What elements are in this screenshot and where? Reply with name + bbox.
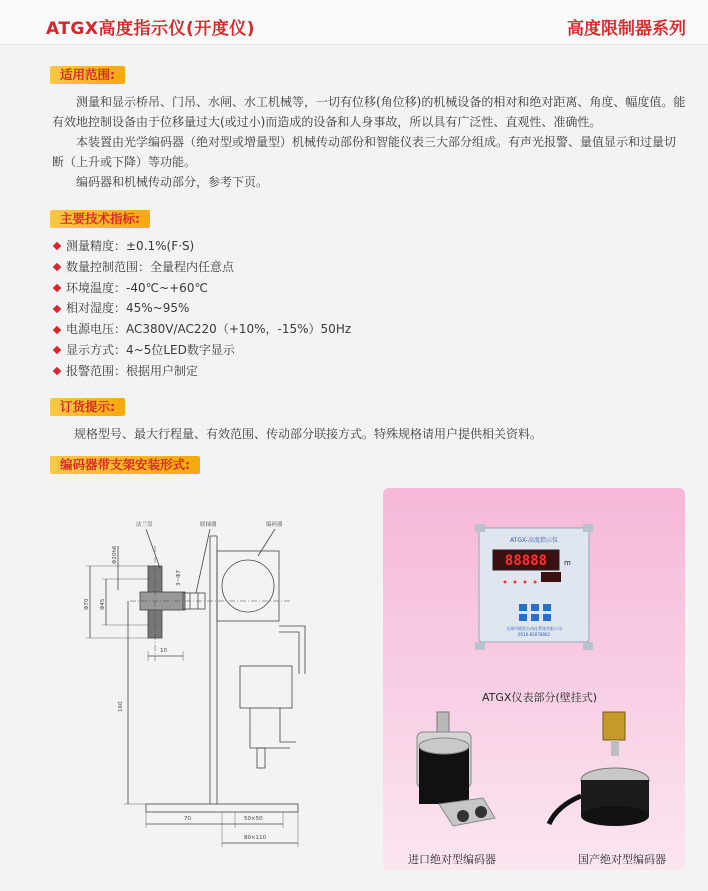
- import-encoder-photo: [399, 706, 519, 836]
- scope-paragraph-2: 本装置由光学编码器（绝对型或增量型）机械传动部份和智能仪表三大部分组成。有声光报警、量值显示和过量切断（上升或下降）等功能。: [52, 135, 677, 169]
- section-heading-scope: 适用范围:: [50, 66, 125, 84]
- dim-10: 10: [160, 648, 167, 654]
- label-encoder: 编码器: [266, 522, 283, 528]
- diamond-bullet-icon: [53, 367, 61, 375]
- scope-paragraph-1: 测量和显示桥吊、门吊、水闸、水工机械等，一切有位移(角位移)的机械设备的相对和绝对距离、角度、幅度值。能有效地控制设备由于位移量过大(或过小)而造成的设备和人身事故，所以具有广泛性、直观性、准确性。: [52, 95, 686, 129]
- list-item: 相对湿度：45%~95%: [52, 298, 652, 319]
- caption-meter: ATGX仪表部分(壁挂式): [482, 691, 598, 704]
- order-text: 规格型号、最大行程量、有效范围、传动部分联接方式。特殊规格请用户提供相关资料。: [74, 427, 543, 441]
- domestic-encoder-photo: [543, 706, 673, 836]
- page-title: ATGX高度指示仪(开度仪): [46, 19, 256, 39]
- mounting-drawing: [50, 486, 350, 866]
- list-item: 环境温度：-40℃~+60℃: [52, 278, 652, 299]
- label-flange: 法兰盘: [136, 522, 153, 528]
- dim-phi45: Φ45: [100, 598, 106, 610]
- dim-160: 160: [118, 701, 124, 712]
- label-coupling: 联轴器: [200, 522, 217, 528]
- meter-photo: [475, 524, 593, 650]
- diamond-bullet-icon: [53, 242, 61, 250]
- section-heading-order: 订货提示:: [50, 398, 125, 416]
- series-title: 高度限制器系列: [567, 19, 686, 39]
- dim-70: 70: [184, 816, 191, 822]
- diamond-bullet-icon: [53, 305, 61, 313]
- dim-phi70: Φ70: [84, 598, 90, 610]
- dim-3-phi7: 3~Φ7: [176, 570, 182, 586]
- diamond-bullet-icon: [53, 325, 61, 333]
- caption-import-encoder: 进口绝对型编码器: [408, 853, 496, 866]
- scope-paragraph-3: 编码器和机械传动部分，参考下页。: [76, 175, 269, 189]
- section-heading-specs: 主要技术指标:: [50, 210, 150, 228]
- dim-50x50: 50×50: [244, 816, 263, 822]
- meter-company: 无锡市精会自动化系统有限公司: [506, 626, 562, 631]
- meter-display-value: 88888: [504, 553, 548, 569]
- list-item: 报警范围：根据用户制定: [52, 361, 652, 382]
- scope-text: [52, 92, 687, 192]
- list-item: 数量控制范围：全量程内任意点: [52, 257, 652, 278]
- page-header: [0, 0, 708, 45]
- section-heading-mounting: 编码器带支架安装形式:: [50, 456, 200, 474]
- meter-phone: 0510-83078802: [518, 632, 550, 637]
- meter-panel-title: ATGX-高度指示仪: [510, 537, 558, 544]
- caption-domestic-encoder: 国产绝对型编码器: [578, 853, 666, 866]
- diamond-bullet-icon: [53, 284, 61, 292]
- dim-80x110: 80×110: [244, 835, 267, 841]
- list-item: 电源电压：AC380V/AC220（+10%，-15%）50Hz: [52, 319, 652, 340]
- diamond-bullet-icon: [53, 263, 61, 271]
- spec-list: [52, 236, 652, 382]
- product-photo-panel: [383, 488, 685, 870]
- list-item: 测量精度：±0.1%(F·S): [52, 236, 652, 257]
- diamond-bullet-icon: [53, 346, 61, 354]
- dim-phi20h6: Φ20h6: [112, 545, 118, 564]
- list-item: 显示方式：4~5位LED数字显示: [52, 340, 652, 361]
- meter-unit: m: [564, 559, 571, 567]
